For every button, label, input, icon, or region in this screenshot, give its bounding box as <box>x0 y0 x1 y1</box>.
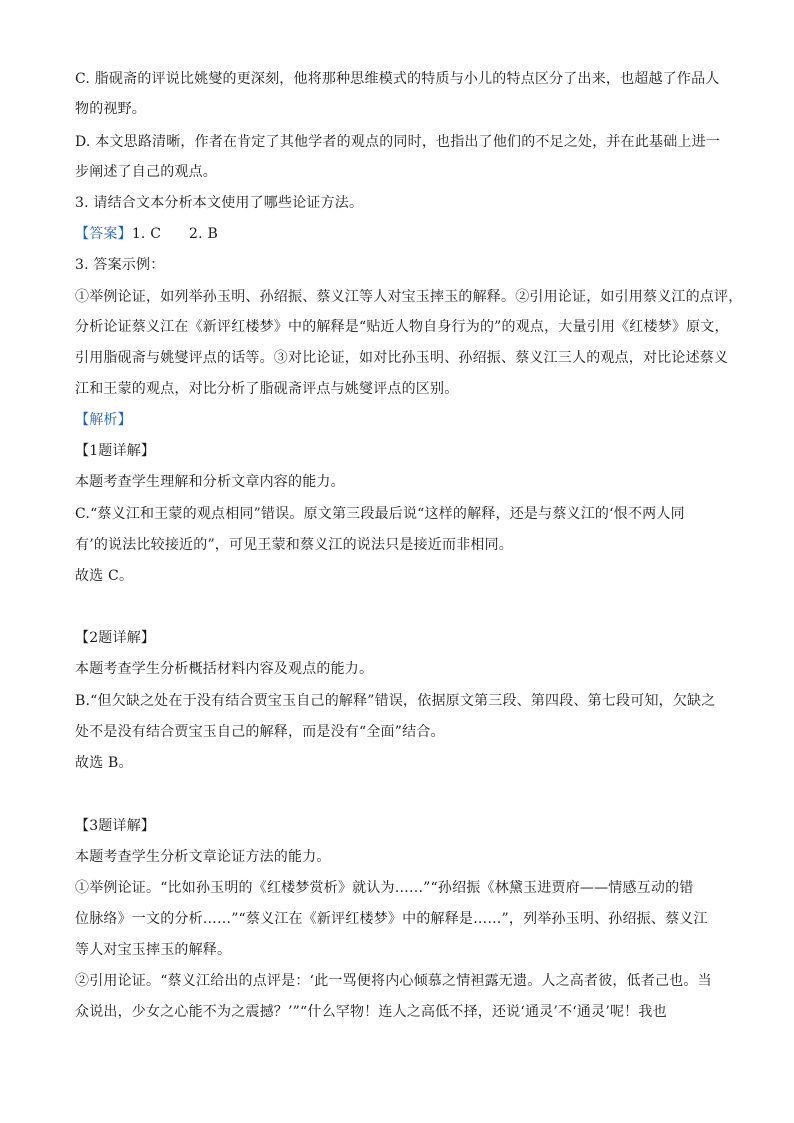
section-2-line-2: B.“但欠缺之处在于没有结合贾宝玉自己的解释”错误，依据原文第三段、第四段、第七段可知，欠缺之 <box>75 693 716 709</box>
section-1-line-2: C.“蔡义江和王蒙的观点相同”错误。原文第三段最后说“这样的解释，还是与蔡义江的‘恨不两人同 <box>75 506 685 522</box>
option-d-line-1: D. 本文思路清晰，作者在肯定了其他学者的观点的同时，也指出了他们的不足之处，并在此基础上进一 <box>75 134 721 150</box>
option-d-line-2: 步阐述了自己的观点。 <box>75 164 217 180</box>
answer-line <box>75 225 725 243</box>
answer-label: 【答案】 <box>75 226 132 242</box>
section-1-line-3: 有’的说法比较接近的”，可见王蒙和蔡义江的说法只是接近而非相同。 <box>75 537 514 553</box>
section-3-line-6: 众说出，少女之心能不为之震撼？’”“什么罕物！连人之高低不择，还说‘通灵’不‘通灵’呢！我也 <box>75 1004 667 1020</box>
analysis-label: 【解析】 <box>75 412 132 428</box>
section-1-heading: 【1题详解】 <box>75 443 156 459</box>
section-2-heading: 【2题详解】 <box>75 630 156 646</box>
section-1-conclusion: 故选 C。 <box>75 568 134 584</box>
section-2-line-1: 本题考查学生分析概括材料内容及观点的能力。 <box>75 661 374 677</box>
section-3-line-5: ②引用论证。“蔡义江给出的点评是：‘此一骂便将内心倾慕之情袒露无遗。人之高者彼，低者己也。当 <box>75 973 712 989</box>
question-3: 3. 请结合文本分析本文使用了哪些论证方法。 <box>75 195 364 211</box>
answer-values: 1. C 2. B <box>131 226 218 242</box>
section-3-heading: 【3题详解】 <box>75 818 156 834</box>
section-3-line-3: 位脉络》一文的分析……”“蔡义江在《新评红楼梦》中的解释是……”，列举孙玉明、孙绍振、蔡义江 <box>75 911 708 927</box>
section-3-line-4: 等人对宝玉摔玉的解释。 <box>75 942 232 958</box>
section-2-line-3: 处不是没有结合贾宝玉自己的解释，而是没有“全面”结合。 <box>75 724 445 740</box>
answer-3-line-3: 引用脂砚斋与姚燮评点的话等。③对比论证，如对比孙玉明、孙绍振、蔡义江三人的观点，对比论述蔡义 <box>75 350 729 366</box>
answer-3-heading: 3. 答案示例： <box>75 257 165 273</box>
answer-3-line-4: 江和王蒙的观点，对比分析了脂砚斋评点与姚燮评点的区别。 <box>75 381 459 397</box>
section-3-line-1: 本题考查学生分析文章论证方法的能力。 <box>75 849 331 865</box>
section-2-conclusion: 故选 B。 <box>75 755 133 771</box>
section-3-line-2: ①举例论证。“比如孙玉明的《红楼梦赏析》就认为……”“孙绍振《林黛玉进贾府——情感互动的错 <box>75 880 694 896</box>
answer-3-line-1: ①举例论证，如列举孙玉明、孙绍振、蔡义江等人对宝玉摔玉的解释。②引用论证，如引用蔡义江的点评， <box>75 289 743 305</box>
option-c-line-2: 物的视野。 <box>75 101 146 117</box>
answer-3-line-2: 分析论证蔡义江在《新评红楼梦》中的解释是“贴近人物自身行为的”的观点，大量引用《红楼梦》原文， <box>75 319 729 335</box>
option-c-line-1: C. 脂砚斋的评说比姚燮的更深刻，他将那种思维模式的特质与小儿的特点区分了出来，也超越了作品人 <box>75 71 720 87</box>
section-1-line-1: 本题考查学生理解和分析文章内容的能力。 <box>75 474 345 490</box>
